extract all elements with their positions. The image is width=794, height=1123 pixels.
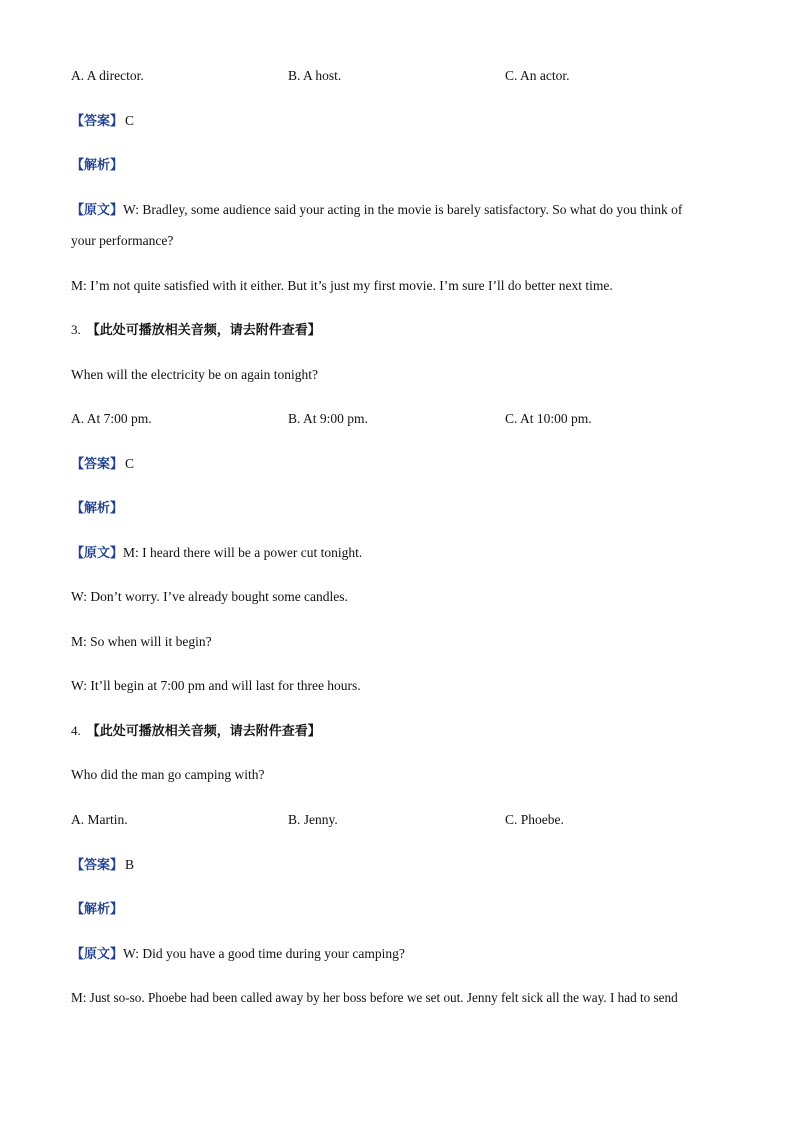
q2-transcript-line-3: M: I’m not quite satisfied with it either. But it’s just my first movie. I’m sure I’ll do better next time. [71,278,613,293]
q3-option-b: B. At 9:00 pm. [288,411,368,426]
q4-answer [71,856,134,875]
q4-transcript-line-2: M: Just so-so. Phoebe had been called away by her boss before we set out. Jenny felt sick all the way. I had to send [71,990,678,1005]
q2-option-a: A. A director. [71,68,144,83]
q3-number: 3. [71,322,81,337]
q2-transcript-line-1 [71,201,682,220]
answer-value: B [125,857,135,872]
transcript-text: M: I heard there will be a power cut tonight. [123,545,363,560]
q3-transcript-line-1 [71,544,362,563]
q2-answer [71,112,134,131]
q4-header [71,722,321,741]
analysis-label: 【解析】 [71,902,124,917]
q4-audio-note: 【此处可播放相关音频，请去附件查看】 [86,724,321,739]
q3-audio-note: 【此处可播放相关音频，请去附件查看】 [86,323,321,338]
answer-label: 【答案】 [71,457,124,472]
analysis-label: 【解析】 [71,158,124,173]
q4-option-b: B. Jenny. [288,812,338,827]
answer-value: C [125,456,135,471]
answer-value: C [125,113,135,128]
answer-label: 【答案】 [71,858,124,873]
q4-analysis [71,900,123,919]
q2-transcript-line-2: your performance? [71,233,174,248]
q4-transcript-line-1 [71,945,405,964]
q3-option-c: C. At 10:00 pm. [505,411,592,426]
q4-question: Who did the man go camping with? [71,767,265,782]
q4-option-c: C. Phoebe. [505,812,564,827]
analysis-label: 【解析】 [71,501,124,516]
q3-transcript-line-4: W: It’ll begin at 7:00 pm and will last for three hours. [71,678,361,693]
q3-analysis [71,499,123,518]
answer-label: 【答案】 [71,114,124,129]
q4-option-a: A. Martin. [71,812,128,827]
original-label: 【原文】 [71,947,124,962]
q3-header [71,321,321,340]
original-label: 【原文】 [71,203,124,218]
transcript-text: W: Did you have a good time during your camping? [123,946,405,961]
q4-number: 4. [71,723,81,738]
q2-option-b: B. A host. [288,68,342,83]
original-label: 【原文】 [71,546,124,561]
transcript-text: W: Bradley, some audience said your acting in the movie is barely satisfactory. So what do you think of [123,202,683,217]
q3-answer [71,455,134,474]
q3-option-a: A. At 7:00 pm. [71,411,152,426]
q2-option-c: C. An actor. [505,68,570,83]
q2-analysis [71,156,123,175]
q3-transcript-line-2: W: Don’t worry. I’ve already bought some candles. [71,589,348,604]
q3-transcript-line-3: M: So when will it begin? [71,634,212,649]
q3-question: When will the electricity be on again tonight? [71,367,319,382]
